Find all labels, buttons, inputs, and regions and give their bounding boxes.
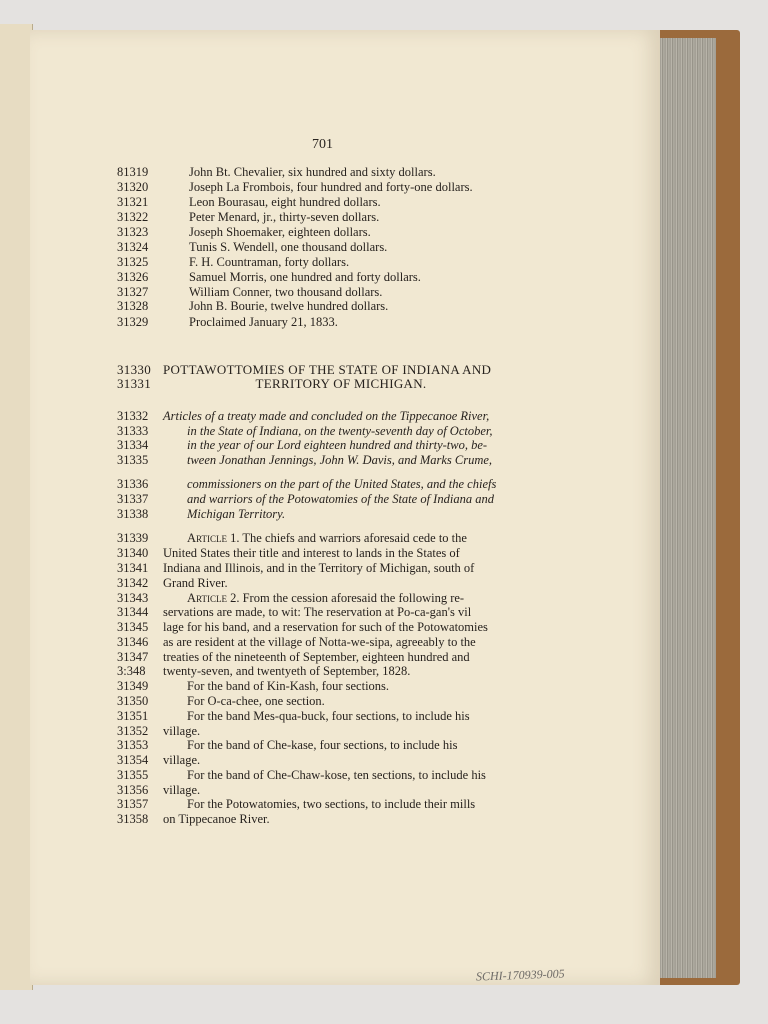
article-2-line: 31347 treaties of the nineteenth of September, eighteen hundred and — [117, 650, 470, 664]
section-line: 31352 village. — [117, 724, 201, 738]
payment-line: 31324 Tunis S. Wendell, one thousand dollars. — [117, 240, 388, 254]
payment-line: 31325 F. H. Countraman, forty dollars. — [117, 255, 350, 269]
page-number: 701 — [312, 137, 333, 152]
preamble-line: 31332 Articles of a treaty made and concluded on the Tippecanoe River, — [117, 409, 490, 423]
article-1-line: 31339 Article 1. The chiefs and warriors aforesaid cede to the — [117, 531, 467, 545]
preamble-line: 31337 and warriors of the Potowatomies of the State of Indiana and — [117, 492, 494, 506]
article-2-line: 31344 servations are made, to wit: The reservation at Po-ca-gan's vil — [117, 605, 472, 619]
section-line: 31350 For O-ca-chee, one section. — [117, 694, 325, 708]
article-2-line: 31345 lage for his band, and a reservation for such of the Potowatomies — [117, 620, 488, 634]
section-line: 31349 For the band of Kin-Kash, four sections. — [117, 679, 390, 693]
payment-line: 31323 Joseph Shoemaker, eighteen dollars. — [117, 225, 371, 239]
section-line: 31353 For the band of Che-kase, four sections, to include his — [117, 738, 458, 752]
article-1-line: 31340 United States their title and interest to lands in the States of — [117, 546, 460, 560]
preamble-line: 31338 Michigan Territory. — [117, 507, 286, 521]
article-1-line: 31342 Grand River. — [117, 576, 228, 590]
payment-line: 31322 Peter Menard, jr., thirty-seven dollars. — [117, 210, 380, 224]
preamble-line: 31335 tween Jonathan Jennings, John W. Davis, and Marks Crume, — [117, 453, 493, 467]
page-edges — [652, 38, 716, 978]
section-line: 31354 village. — [117, 753, 201, 767]
payment-line: 31320 Joseph La Frombois, four hundred and forty-one dollars. — [117, 180, 473, 194]
section-line: 31356 village. — [117, 783, 201, 797]
article-2-label: Article — [187, 591, 227, 605]
payment-line: 31328 John B. Bourie, twelve hundred dollars. — [117, 299, 389, 313]
section-line: 31358 on Tippecanoe River. — [117, 812, 270, 826]
article-2-line: 31346 as are resident at the village of Notta-we-sipa, agreeably to the — [117, 635, 476, 649]
section-line: 31351 For the band Mes-qua-buck, four sections, to include his — [117, 709, 470, 723]
preamble-line: 31333 in the State of Indiana, on the twenty-seventh day of October, — [117, 424, 493, 438]
payment-line: 81319 John Bt. Chevalier, six hundred and sixty dollars. — [117, 165, 436, 179]
preamble-line: 31334 in the year of our Lord eighteen hundred and thirty-two, be- — [117, 438, 488, 452]
section-line: 31357 For the Potowatomies, two sections, to include their mills — [117, 797, 476, 811]
proclaimed-line: 31329 Proclaimed January 21, 1833. — [117, 315, 338, 329]
section-line: 31355 For the band of Che-Chaw-kose, ten sections, to include his — [117, 768, 486, 782]
payment-line: 31327 William Conner, two thousand dollars. — [117, 285, 383, 299]
article-1-line: 31341 Indiana and Illinois, and in the Territory of Michigan, south of — [117, 561, 475, 575]
treaty-heading-line-2: 31331 TERRITORY OF MICHIGAN. — [117, 376, 427, 391]
archive-stamp: SCHI-170939-005 — [475, 966, 565, 984]
preamble-line: 31336 commissioners on the part of the United States, and the chiefs — [117, 477, 497, 491]
payment-line: 31326 Samuel Morris, one hundred and forty dollars. — [117, 270, 421, 284]
article-2-line: 31343 Article 2. From the cession aforesaid the following re- — [117, 591, 465, 605]
article-2-line: 3:348 twenty-seven, and twentyeth of September, 1828. — [117, 664, 411, 678]
article-1-label: Article — [187, 531, 227, 545]
payment-line: 31321 Leon Bourasau, eight hundred dollars. — [117, 195, 381, 209]
treaty-heading-line-1: 31330 POTTAWOTTOMIES OF THE STATE OF INDIANA AND — [117, 362, 492, 377]
